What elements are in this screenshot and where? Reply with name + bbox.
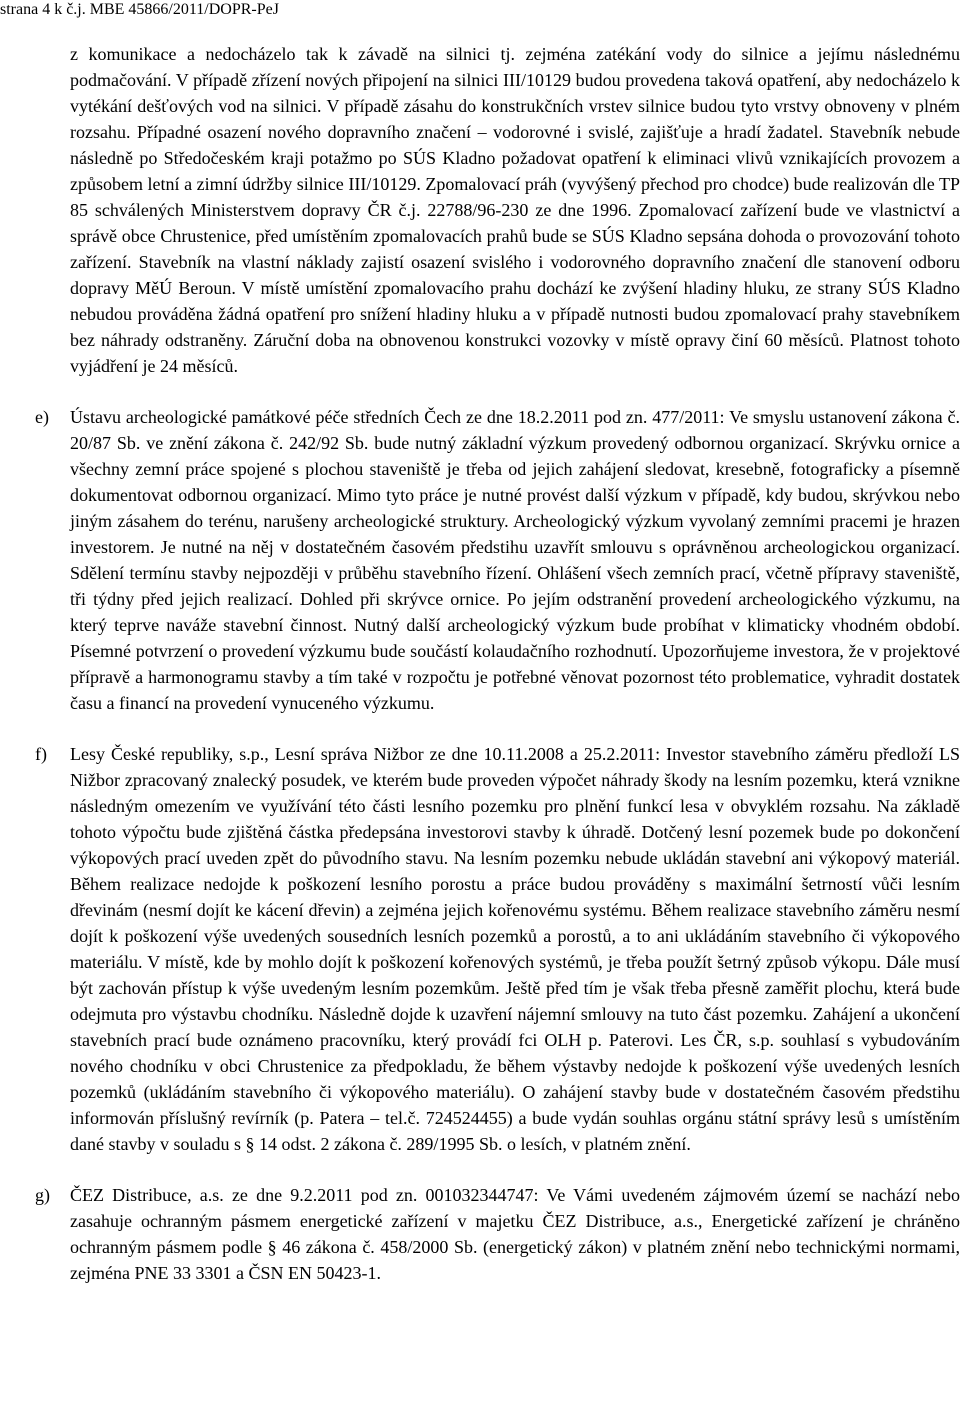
paragraph-g-text: ČEZ Distribuce, a.s. ze dne 9.2.2011 pod zn. 001032344747: Ve Vámi uvedeném zájmovém území se nachází nebo zasahuje ochranným pásmem energetické zařízení v majetku ČEZ Distribuce, a.s., Energetické zařízení je chráněno ochranným pásmem podle § 46 zákona č. 458/2000 Sb. (energetický zákon) v platném znění nebo technickými normami, zejména PNE 33 3301 a ČSN EN 50423-1. — [70, 1185, 960, 1283]
paragraph-e-marker: e) — [35, 407, 49, 427]
paragraph-intro-text: z komunikace a nedocházelo tak k závadě na silnici tj. zejména zatékání vody do silnice a jejímu následnému podmačování. V případě zřízení nových připojení na silnici III/10129 budou provedena taková opatření, aby nedocházelo k vytékání dešťových vod na silnici. V případě zásahu do konstrukčních vrstev silnice budou tyto vrstvy obnoveny v plném rozsahu. Případné osazení nového dopravního značení – vodorovné i svislé, zajišťuje a hradí žadatel. Stavebník nebude následně po Středočeském kraji potažmo po SÚS Kladno požadovat opatření k eliminaci vlivů vznikajících provozem a způsobem letní a zimní údržby silnice III/10129. Zpomalovací práh (vyvýšený přechod pro chodce) bude realizován dle TP 85 schválených Ministerstvem dopravy ČR č.j. 22788/96-230 ze dne 1996. Zpomalovací zařízení bude ve vlastnictví a správě obce Chrustenice, před umístěním zpomalovacích prahů bude se SÚS Kladno sepsána dohoda o provozování tohoto zařízení. Stavebník na vlastní náklady zajistí osazení svislého i vodorovného dopravního značení dle stanovení odboru dopravy MěÚ Beroun. V místě umístění zpomalovacího prahu dochází ke zvýšení hladiny hluku, ze strany SÚS Kladno nebudou prováděna žádná opatření pro snížení hladiny hluku a v případě nutnosti budou zpomalovací prahy stavebníkem bez náhrady odstraněny. Záruční doba na obnovenou konstrukci vozovky v místě opravy činí 60 měsíců. Platnost tohoto vyjádření je 24 měsíců. — [70, 44, 960, 376]
paragraph-e — [0, 404, 960, 716]
paragraph-g — [0, 1182, 960, 1286]
paragraph-f — [0, 741, 960, 1157]
paragraph-intro-marker — [0, 41, 70, 379]
page-header: strana 4 k č.j. MBE 45866/2011/DOPR-PeJ — [0, 1, 279, 18]
paragraph-g-marker: g) — [35, 1185, 50, 1205]
paragraph-f-text: Lesy České republiky, s.p., Lesní správa Nižbor ze dne 10.11.2008 a 25.2.2011: Investor stavebního záměru předloží LS Nižbor zpracovaný znalecký posudek, ve kterém bude proveden výpočet náhrady škody na lesním pozemku, která vznikne následným omezením ve využívání této části lesního pozemku pro plnění funkcí lesa v obvyklém rozsahu. Na základě tohoto výpočtu bude zjištěná částka předepsána investorovi stavby k úhradě. Dotčený lesní pozemek bude po dokončení výkopových prací uveden zpět do původního stavu. Na lesním pozemku nebude ukládán stavební ani výkopový materiál. Během realizace nedojde k poškození lesního porostu a práce budou prováděny s maximální šetrností vůči lesním dřevinám (nesmí dojít ke kácení dřevin) a zejména jejich kořenovému systému. Během realizace stavebního záměru nesmí dojít k poškození výše uvedených sousedních lesních pozemků a porostů, a to ani ukládáním stavebního či výkopového materiálu. V místě, kde by mohlo dojít k poškození kořenových systémů, je třeba použít šetrný způsob výkopu. Dále musí být zachován přístup k výše uvedeným lesním pozemkům. Ještě před tím je však třeba přesně zaměřit plochu, která bude odejmuta pro výstavbu chodníku. Následně dojde k uzavření nájemní smlouvy na tuto část pozemku. Zahájení a ukončení stavebních prací bude oznámeno pracovníku, který provádí fci OLH p. Paterovi. Les ČR, s.p. souhlasí s vybudováním nového chodníku v obci Chrustenice za předpokladu, že během výstavby nedojde k poškození výše uvedených lesních pozemků (ukládáním stavebního či výkopového materiálu). O zahájení stavby bude v dostatečném časovém předstihu informován příslušný revírník (p. Patera – tel.č. 724524455) a bude vydán souhlas orgánu státní správy lesů s umístěním dané stavby v souladu s § 14 odst. 2 zákona č. 289/1995 Sb. o lesích, v platném znění. — [70, 744, 960, 1154]
paragraph-intro — [0, 41, 960, 379]
paragraph-e-text: Ústavu archeologické památkové péče středních Čech ze dne 18.2.2011 pod zn. 477/2011: Ve smyslu ustanovení zákona č. 20/87 Sb. ve znění zákona č. 242/92 Sb. bude nutný základní výzkum provedený odbornou organizací. Skrývku ornice a všechny zemní práce spojené s plochou staveniště je třeba od jejich zahájení sledovat, kresebně, fotograficky a písemně dokumentovat odbornou organizací. Mimo tyto práce je nutné provést další výzkum v případě, kdy budou, skrývkou nebo jiným zásahem do terénu, narušeny archeologické struktury. Archeologický výzkum vyvolaný zemními pracemi je hrazen investorem. Je nutné na něj v dostatečném časovém předstihu uzavřít smlouvu s oprávněnou archeologickou organizací. Sdělení termínu stavby nejpozději v průběhu stavebního řízení. Ohlášení všech zemních prací, včetně přípravy staveniště, tři týdny před jejich realizací. Dohled při skrývce ornice. Po jejím odstranění provedení archeologického výzkumu, na který teprve naváže stavební činnost. Nutný další archeologický výzkum bude probíhat v klimaticky vhodném období. Písemné potvrzení o provedení výzkumu bude součástí kolaudačního rozhodnutí. Upozorňujeme investora, že v projektové přípravě a harmonogramu stavby a tím také v rozpočtu je potřebné věnovat pozornost této problematice, vyhradit dostatek času a financí na provedení vynuceného výzkumu. — [70, 407, 960, 713]
document-body — [0, 41, 960, 1286]
paragraph-f-marker: f) — [35, 744, 47, 764]
